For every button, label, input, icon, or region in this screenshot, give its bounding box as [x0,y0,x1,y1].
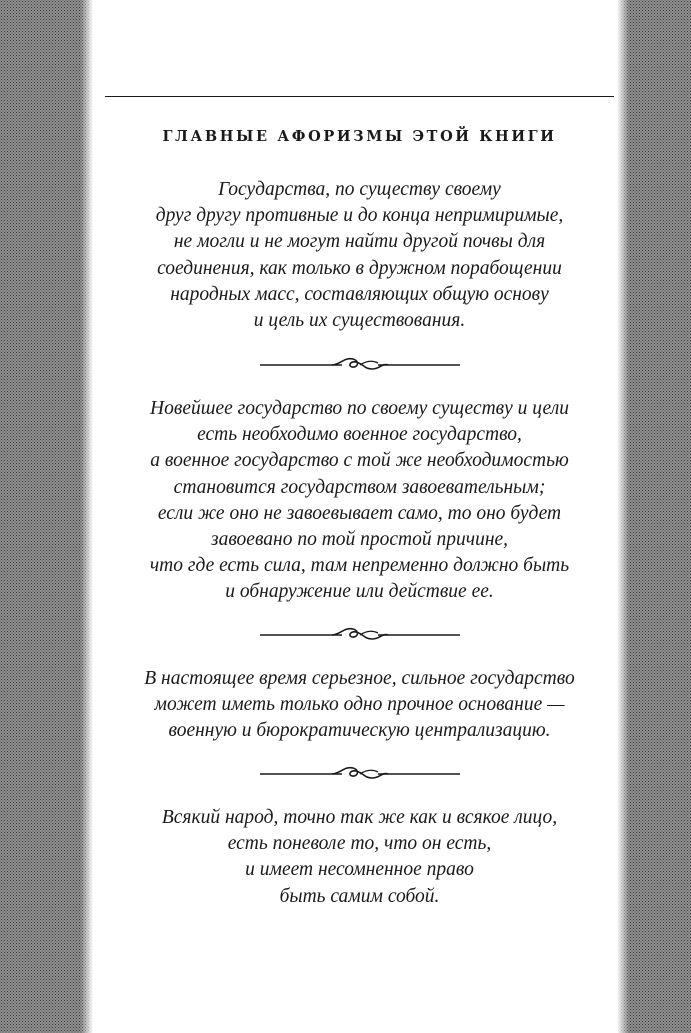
aphorism-line: Государства, по существу своему [218,179,501,200]
left-halftone-border [0,0,93,1033]
aphorism-2 [105,396,614,606]
aphorism-line: если же оно не завоевывает само, то оно будет [157,502,562,524]
aphorism-3 [105,666,614,745]
aphorism-line: может иметь только одно прочное основание — [154,694,565,716]
aphorism-line: а военное государство с той же необходимостью [150,450,569,472]
aphorism-line: быть самим собой. [279,885,440,907]
aphorism-line: что где есть сила, там непременно должно быть [149,555,570,577]
page-heading: ГЛАВНЫЕ АФОРИЗМЫ ЭТОЙ КНИГИ [162,128,557,145]
aphorism-line: и имеет несомненное право [245,859,474,881]
flourish-divider-icon [260,762,460,784]
top-rule [105,96,614,97]
aphorism-1 [105,177,614,334]
aphorism-line: есть поневоле то, что он есть, [227,833,492,855]
aphorism-line: В настоящее время серьезное, сильное государство [144,668,575,689]
aphorism-line: военную и бюрократическую централизацию. [168,720,551,742]
aphorism-4 [105,805,614,910]
aphorism-line: есть необходимо военное государство, [197,424,522,446]
aphorism-line: и цель их существования. [253,310,466,332]
aphorism-line: друг другу противные и до конца непримиримые, [155,205,564,227]
flourish-divider-icon [260,623,460,645]
aphorism-line: народных масс, составляющих общую основу [170,283,549,305]
aphorism-line: не могли и не могут найти другой почвы для [173,231,546,253]
aphorism-line: становится государством завоевательным; [173,476,546,498]
aphorism-line: соединения, как только в дружном порабощении [157,257,562,279]
aphorism-line: и обнаружение или действие ее. [225,581,494,603]
aphorism-line: Новейшее государство по своему существу и цели [150,398,569,419]
aphorism-line: завоевано по той простой причине, [210,529,509,551]
aphorism-line: Всякий народ, точно так же как и всякое лицо, [161,807,558,828]
right-halftone-border [617,0,691,1033]
flourish-divider-icon [260,353,460,375]
